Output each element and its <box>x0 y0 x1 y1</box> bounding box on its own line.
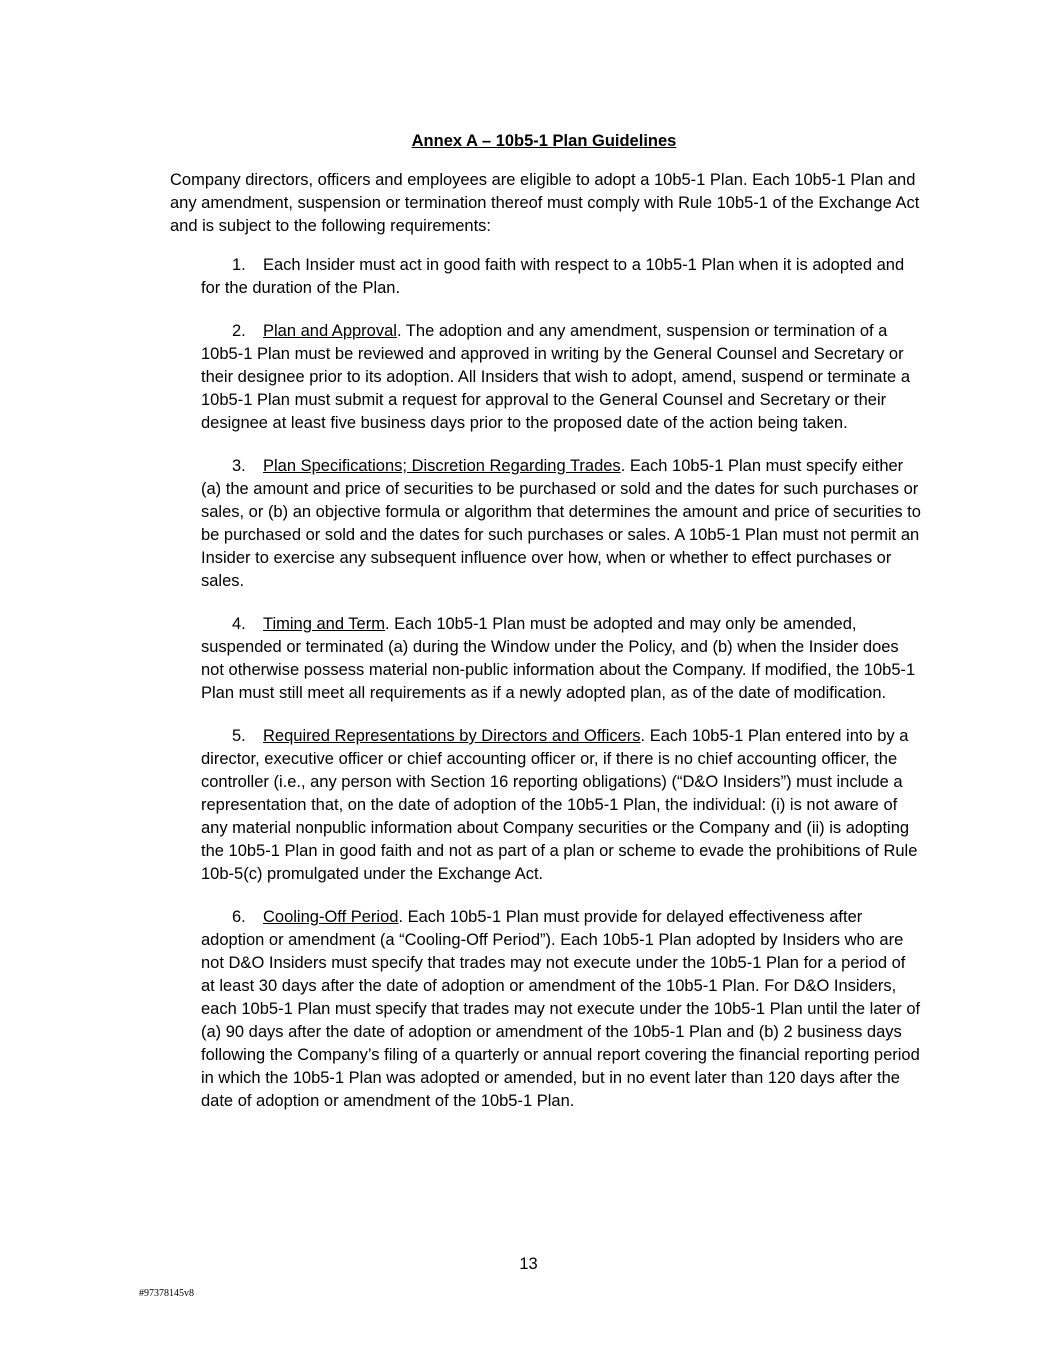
item-heading: Plan Specifications; Discretion Regarding Trades <box>263 457 621 475</box>
document-id: #97378145v8 <box>139 1288 194 1299</box>
page-title: Annex A – 10b5-1 Plan Guidelines <box>411 132 677 150</box>
requirement-item-4 <box>201 613 921 705</box>
item-number: 6. <box>232 908 246 926</box>
item-number: 4. <box>232 615 246 633</box>
item-number: 3. <box>232 457 246 475</box>
item-text: Each Insider must act in good faith with respect to a 10b5-1 Plan when it is adopted and for the duration of the Plan. <box>201 256 905 297</box>
item-text: . Each 10b5-1 Plan must specify either (a) the amount and price of securities to be purchased or sold and the dates for such purchases or sales, or (b) an objective formula or algorithm that determines the amount and price of securities to be purchased or sold and the dates for such purchases or sales. A 10b5-1 Plan must not permit an Insider to exercise any subsequent influence over how, when or whether to effect purchases or sales. <box>201 457 921 590</box>
intro-paragraph: Company directors, officers and employees are eligible to adopt a 10b5-1 Plan. Each 10b5-1 Plan and any amendment, suspension or termination thereof must comply with Rule 10b5-1 of the Exchange Act and is subject to the following requirements: <box>170 171 920 235</box>
item-heading: Cooling-Off Period <box>263 908 399 926</box>
requirement-item-2 <box>201 320 921 435</box>
item-text: . The adoption and any amendment, suspension or termination of a 10b5-1 Plan must be reviewed and approved in writing by the General Counsel and Secretary or their designee prior to its adoption. All Insiders that wish to adopt, amend, suspend or terminate a 10b5-1 Plan must submit a request for approval to the General Counsel and Secretary or their designee at least five business days prior to the proposed date of the action being taken. <box>201 322 910 432</box>
requirement-item-5 <box>201 725 921 886</box>
item-number: 2. <box>232 322 246 340</box>
item-heading: Timing and Term <box>263 615 385 633</box>
item-text: . Each 10b5-1 Plan must provide for delayed effectiveness after adoption or amendment (a “Cooling-Off Period”). Each 10b5-1 Plan adopted by Insiders who are not D&O Insiders must specify that trades may not execute under the 10b5-1 Plan for a period of at least 30 days after the date of adoption or amendment of the 10b5-1 Plan. For D&O Insiders, each 10b5-1 Plan must specify that trades may not execute under the 10b5-1 Plan until the later of (a) 90 days after the date of adoption or amendment of the 10b5-1 Plan and (b) 2 business days following the Company’s filing of a quarterly or annual report covering the financial reporting period in which the 10b5-1 Plan was adopted or amended, but in no event later than 120 days after the date of adoption or amendment of the 10b5-1 Plan. <box>201 908 921 1110</box>
item-text: . Each 10b5-1 Plan must be adopted and may only be amended, suspended or terminated (a) during the Window under the Policy, and (b) when the Insider does not otherwise possess material non-public information about the Company. If modified, the 10b5-1 Plan must still meet all requirements as if a newly adopted plan, as of the date of modification. <box>201 615 916 702</box>
item-heading: Required Representations by Directors and Officers <box>263 727 641 745</box>
requirement-item-3 <box>201 455 921 593</box>
page-number: 13 <box>519 1255 538 1273</box>
item-text: . Each 10b5-1 Plan entered into by a director, executive officer or chief accounting officer or, if there is no chief accounting officer, the controller (i.e., any person with Section 16 reporting obligations) (“D&O Insiders”) must include a representation that, on the date of adoption of the 10b5-1 Plan, the individual: (i) is not aware of any material nonpublic information about Company securities or the Company and (ii) is adopting the 10b5-1 Plan in good faith and not as part of a plan or scheme to evade the prohibitions of Rule 10b-5(c) promulgated under the Exchange Act. <box>201 727 918 883</box>
item-heading: Plan and Approval <box>263 322 397 340</box>
requirement-item-1 <box>201 254 921 300</box>
requirements-list <box>201 254 921 1133</box>
item-number: 1. <box>232 256 246 274</box>
item-number: 5. <box>232 727 246 745</box>
requirement-item-6 <box>201 906 921 1113</box>
